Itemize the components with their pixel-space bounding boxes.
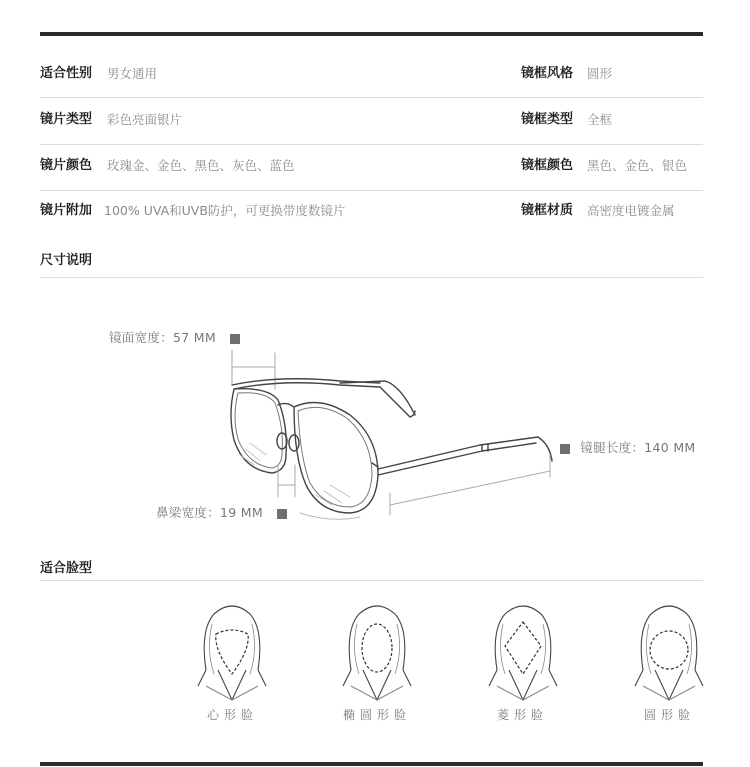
spec-value-lens-extra: 100% UVA和UVB防护，可更换带度数镜片: [104, 203, 346, 218]
round-face-icon: [629, 600, 709, 704]
bottom-divider: [40, 762, 703, 766]
marker-square-icon: [230, 334, 240, 344]
marker-square-icon: [560, 444, 570, 454]
lens-width-text: 镜面宽度：57 MM: [109, 330, 216, 345]
spec-label-gender: 适合性别: [40, 66, 93, 81]
oval-face-icon: [337, 600, 417, 704]
section-divider: [40, 277, 703, 278]
spec-label-frame-material: 镜框材质: [521, 203, 574, 218]
spec-value-frame-style: 圆形: [587, 66, 613, 81]
heart-face-icon: [192, 600, 272, 704]
temple-length-text: 镜腿长度：140 MM: [580, 440, 696, 455]
face-label-round: 圆形脸: [644, 708, 696, 722]
face-section-title: 适合脸型: [40, 561, 93, 576]
spec-value-frame-type: 全框: [587, 112, 613, 127]
face-heart-illustration: [192, 600, 272, 704]
spec-row-2: [40, 97, 703, 143]
face-label-oval: 椭圆形脸: [343, 708, 412, 722]
spec-label-frame-style: 镜框风格: [521, 66, 574, 81]
spec-row-4: [40, 188, 703, 234]
spec-value-frame-color: 黑色、金色、银色: [587, 158, 688, 173]
temple-length-label: [560, 438, 695, 456]
spec-label-lens-extra: 镜片附加: [40, 203, 93, 218]
section-divider: [40, 580, 703, 581]
glasses-sketch-illustration: [220, 345, 560, 530]
spec-label-lens-type: 镜片类型: [40, 112, 93, 127]
spec-label-frame-type: 镜框类型: [521, 112, 574, 127]
face-oval-illustration: [337, 600, 417, 704]
spec-label-frame-color: 镜框颜色: [521, 158, 574, 173]
spec-label-lens-color: 镜片颜色: [40, 158, 93, 173]
lens-width-label: [109, 328, 240, 346]
face-diamond-illustration: [483, 600, 563, 704]
spec-row-1: [40, 51, 703, 97]
size-section-title: 尺寸说明: [40, 253, 93, 268]
spec-value-lens-type: 彩色亮面银片: [107, 112, 183, 127]
diamond-face-icon: [483, 600, 563, 704]
bridge-width-text: 鼻梁宽度：19 MM: [156, 505, 263, 520]
top-divider: [40, 32, 703, 36]
face-label-diamond: 菱形脸: [497, 708, 549, 722]
spec-value-gender: 男女通用: [107, 66, 158, 81]
spec-row-3: [40, 143, 703, 189]
face-label-heart: 心形脸: [207, 708, 259, 722]
spec-value-lens-color: 玫瑰金、金色、黑色、灰色、蓝色: [107, 158, 295, 173]
face-round-illustration: [629, 600, 709, 704]
spec-value-frame-material: 高密度电镀金属: [587, 203, 675, 218]
